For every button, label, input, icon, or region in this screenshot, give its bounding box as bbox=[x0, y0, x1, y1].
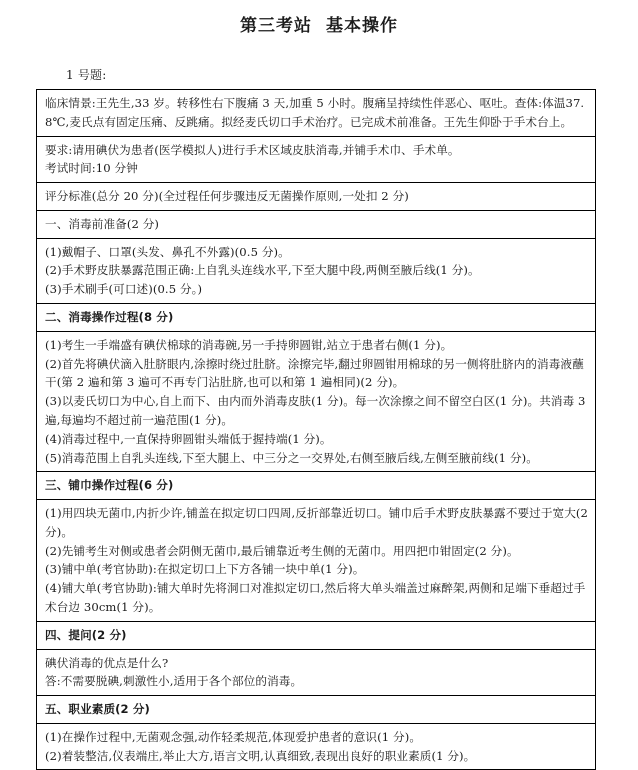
table-row bbox=[37, 136, 596, 183]
text-line: (2)着装整洁,仪表端庄,举止大方,语言文明,认真细致,表现出良好的职业素质(1 分)。 bbox=[45, 748, 476, 763]
text-line: (3)以麦氏切口为中心,自上而下、由内而外消毒皮肤(1 分)。每一次涂擦之间不留空白区(1 分)。共消毒 3 遍,每遍均不超过前一遍范围(1 分)。 bbox=[45, 394, 586, 427]
page-title-sub: 基本操作 bbox=[326, 16, 398, 36]
text-line: 答:不需要脱碘,刺激性小,适用于各个部位的消毒。 bbox=[45, 674, 303, 689]
table-row bbox=[37, 500, 596, 622]
section-1-header bbox=[37, 210, 596, 238]
table-row bbox=[37, 723, 596, 770]
section-5-header bbox=[37, 696, 596, 724]
table-row bbox=[37, 331, 596, 471]
section-1-items bbox=[37, 238, 596, 303]
text-line: (4)铺大单(考官协助):铺大单时先将洞口对准拟定切口,然后将大单头端盖过麻醉架,两侧和足端下垂超过手术台边 30cm(1 分)。 bbox=[45, 581, 586, 614]
text-line: 临床情景:王先生,33 岁。转移性右下腹痛 3 天,加重 5 小时。腹痛呈持续性伴恶心、呕吐。查体:体温37.8℃,麦氏点有固定压痛、反跳痛。拟经麦氏切口手术治疗。已完成术前准备。王先生仰卧于手术台上。 bbox=[45, 96, 585, 129]
page-title bbox=[0, 0, 638, 36]
text-line: (1)用四块无菌巾,内折少许,铺盖在拟定切口四周,反折部靠近切口。铺巾后手术野皮肤暴露不要过于宽大(2 分)。 bbox=[45, 506, 589, 539]
text-line: (4)消毒过程中,一直保持卵圆钳头端低于握持端(1 分)。 bbox=[45, 431, 332, 446]
table-row bbox=[37, 649, 596, 696]
section-2-items bbox=[37, 331, 596, 471]
text-line: (5)消毒范围上自乳头连线,下至大腿上、中三分之一交界处,右侧至腋后线,左侧至腋前线(1 分)。 bbox=[45, 450, 538, 465]
section-4-header bbox=[37, 621, 596, 649]
scoring-standard-row bbox=[37, 183, 596, 211]
table-row bbox=[37, 304, 596, 332]
section-3-items bbox=[37, 500, 596, 622]
requirements-row bbox=[37, 136, 596, 183]
section-4-items bbox=[37, 649, 596, 696]
table-row bbox=[37, 90, 596, 137]
page-title-main: 第三考站 bbox=[240, 16, 312, 36]
text-line: (3)铺中单(考官协助):在拟定切口上下方各铺一块中单(1 分)。 bbox=[45, 562, 365, 577]
text-line: (3)手术刷手(可口述)(0.5 分。) bbox=[45, 282, 203, 297]
table-row bbox=[37, 472, 596, 500]
text-line: 五、职业素质(2 分) bbox=[45, 702, 150, 717]
text-line: 评分标准(总分 20 分)(全过程任何步骤违反无菌操作原则,一处扣 2 分) bbox=[45, 189, 409, 204]
text-line: 碘伏消毒的优点是什么? bbox=[45, 655, 169, 670]
text-line: 一、消毒前准备(2 分) bbox=[45, 216, 160, 231]
table-row bbox=[37, 210, 596, 238]
section-3-header bbox=[37, 472, 596, 500]
section-5-items bbox=[37, 723, 596, 770]
table-row bbox=[37, 183, 596, 211]
text-line: 考试时间:10 分钟 bbox=[45, 161, 138, 176]
text-line: (1)在操作过程中,无菌观念强,动作轻柔规范,体现爱护患者的意识(1 分)。 bbox=[45, 729, 422, 744]
text-line: (1)考生一手端盛有碘伏棉球的消毒碗,另一手持卵圆钳,站立于患者右侧(1 分)。 bbox=[45, 337, 453, 352]
clinical-scenario-row bbox=[37, 90, 596, 137]
text-line: (2)先铺考生对侧或患者会阴侧无菌巾,最后铺靠近考生侧的无菌巾。用四把巾钳固定(2 分)。 bbox=[45, 543, 519, 558]
text-line: (2)手术野皮肤暴露范围正确:上自乳头连线水平,下至大腿中段,两侧至腋后线(1 分)。 bbox=[45, 263, 480, 278]
text-line: (1)戴帽子、口罩(头发、鼻孔不外露)(0.5 分)。 bbox=[45, 244, 290, 259]
exam-scoring-table bbox=[36, 89, 596, 770]
text-line: 三、铺巾操作过程(6 分) bbox=[45, 478, 174, 493]
text-line: 四、提问(2 分) bbox=[45, 627, 127, 642]
text-line: 要求:请用碘伏为患者(医学模拟人)进行手术区域皮肤消毒,并铺手术巾、手术单。 bbox=[45, 142, 460, 157]
table-row bbox=[37, 621, 596, 649]
table-row bbox=[37, 238, 596, 303]
text-line: 二、消毒操作过程(8 分) bbox=[45, 310, 174, 325]
section-2-header bbox=[37, 304, 596, 332]
exam-table-body bbox=[37, 90, 596, 770]
question-number-label: 1 号题: bbox=[66, 68, 107, 82]
table-row bbox=[37, 696, 596, 724]
text-line: (2)首先将碘伏滴入肚脐眼内,涂擦时绕过肚脐。涂擦完毕,翻过卵圆钳用棉球的另一侧将肚脐内的消毒液蘸干(第 2 遍和第 3 遍可不再专门沾肚脐,也可以和第 1 遍相同)(2 分)。 bbox=[45, 356, 584, 390]
